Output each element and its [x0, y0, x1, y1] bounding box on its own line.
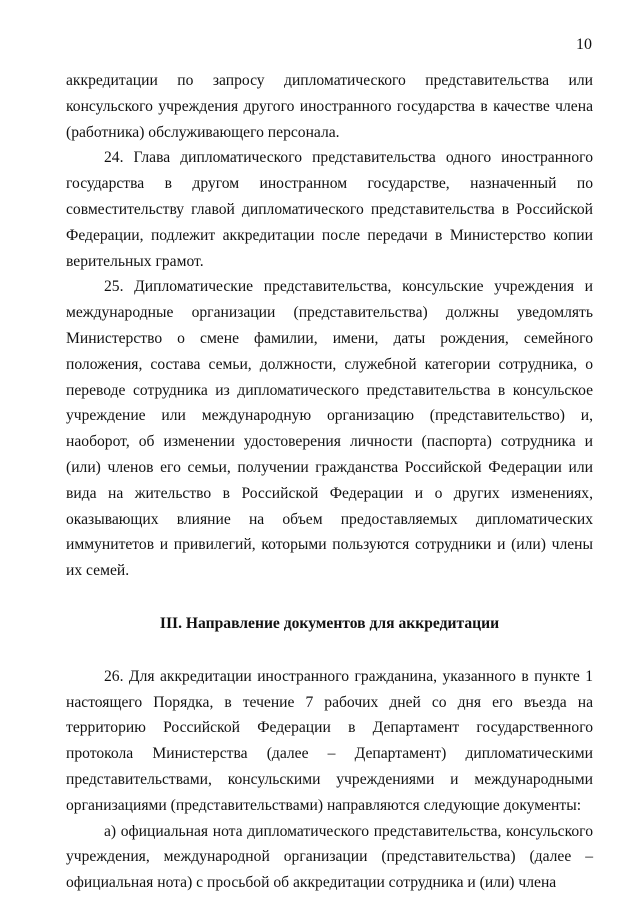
- paragraph-continuation: аккредитации по запросу дипломатического представительства или консульского учреждения другого иностранного государства в качестве члена (работника) обслуживающего персонала.: [66, 72, 593, 141]
- paragraph-26: 26. Для аккредитации иностранного гражданина, указанного в пункте 1 настоящего Порядка, в течение 7 рабочих дней со дня его въезда на территорию Российской Федерации в Департамент государственного протокола Министерства (далее – Департамент) дипломатическими представительствами, консульскими учреждениями и международными организациями (представительствами) направляются следующие документы:: [66, 667, 593, 814]
- section-heading: III. Направление документов для аккредитации: [159, 614, 500, 632]
- paragraph-25: 25. Дипломатические представительства, консульские учреждения и международные организации (представительства) должны уведомлять Министерство о смене фамилии, имени, даты рождения, семейного положения, состава семьи, должности, служебной категории сотрудника, о переводе сотрудника из дипломатического представительства в консульское учреждение или международную организацию (представительство) и, наоборот, об изменении удостоверения личности (паспорта) сотрудника и (или) членов его семьи, получении гражданства Российской Федерации или вида на жительство в Российской Федерации и о других изменениях, оказывающих влияние на объем предоставляемых дипломатических иммунитетов и привилегий, которыми пользуются сотрудники и (или) члены их семей.: [66, 278, 593, 580]
- document-body: [66, 68, 593, 896]
- paragraph-26-a: а) официальная нота дипломатического представительства, консульского учреждения, международной организации (представительства) (далее – официальная нота) с просьбой об аккредитации сотрудника и (или) члена: [66, 822, 593, 892]
- paragraph-24: 24. Глава дипломатического представительства одного иностранного государства в другом иностранном государстве, назначенный по совместительству главой дипломатического представительства в Российской Федерации, подлежит аккредитации после передачи в Министерство копии верительных грамот.: [66, 149, 593, 270]
- page-number: 10: [576, 36, 592, 53]
